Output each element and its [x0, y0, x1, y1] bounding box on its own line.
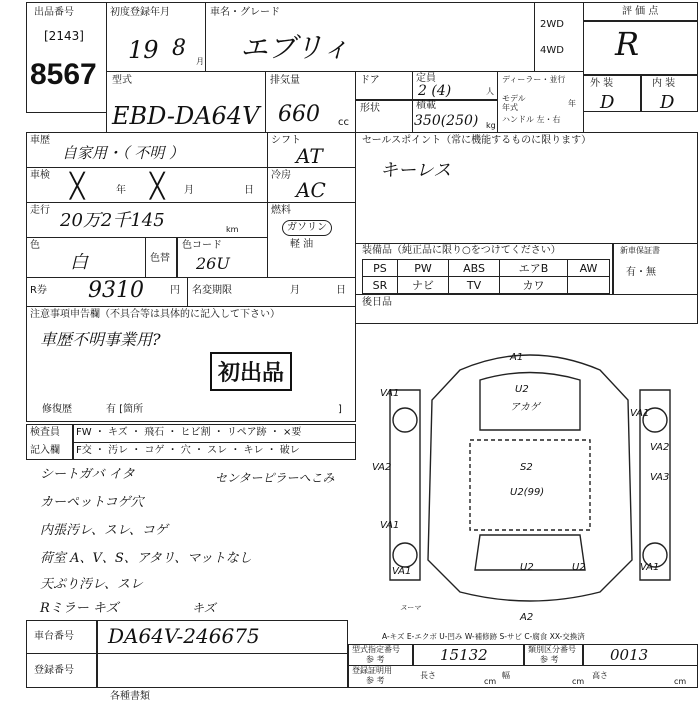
- width-unit: cm: [572, 677, 585, 686]
- handle-label: ハンドル 左・右: [502, 115, 561, 124]
- model-label: モデル 年式: [502, 94, 526, 112]
- ac-label: 冷房: [271, 170, 291, 181]
- recycle-value: 9310: [88, 278, 144, 303]
- diagram-legend: A-キズ E-エクボ U-凹み W-補修跡 S-サビ C-腐食 XX-交換済: [382, 632, 585, 641]
- inspector-row2: F交 ・ 汚レ ・ コゲ ・ 穴 ・ スレ ・ キレ ・ 破レ: [76, 445, 300, 456]
- mark-u2-99: U2(99): [510, 487, 545, 498]
- eq-abs: ABS: [449, 260, 500, 277]
- drive-box: [534, 2, 584, 72]
- lot-sub: [2143]: [44, 29, 84, 43]
- spec-ref-value: 15132: [440, 646, 488, 664]
- type-value: EBD-DA64V: [112, 102, 260, 130]
- mark-va3: VA3: [650, 472, 670, 483]
- load-value: 350(250): [414, 113, 479, 129]
- reg-month: 8: [172, 36, 186, 61]
- color-value: 白: [70, 252, 88, 273]
- notes-stamp: 初出品: [210, 352, 292, 391]
- mark-a2: A2: [520, 612, 534, 623]
- model-unit: 年: [568, 99, 576, 108]
- width-label: 幅: [502, 671, 510, 680]
- shift-label: シフト: [271, 135, 301, 146]
- drive-4wd: 4WD: [540, 45, 564, 56]
- delivery-box: [355, 294, 698, 324]
- ext-label: 外 装: [590, 78, 614, 89]
- damage-diagram: [360, 330, 698, 630]
- mark-va2-b: VA2: [650, 442, 670, 453]
- bottom-label: 各種書類: [110, 691, 150, 702]
- height-unit: cm: [674, 677, 687, 686]
- fuel-label: 燃料: [271, 205, 291, 216]
- history-value: 自家用・（ 不明 ）: [62, 144, 185, 162]
- eq-leather: カワ: [500, 277, 568, 294]
- eq-blank: [568, 277, 610, 294]
- mileage-value: 20万2千145: [60, 210, 165, 231]
- mark-u2-a: U2: [515, 384, 529, 395]
- notes-label: 注意事項申告欄（不具合等は具体的に記入して下さい）: [30, 309, 280, 320]
- sales-box: [355, 132, 698, 244]
- inspect-year: 年: [116, 185, 126, 196]
- load-unit: kg: [486, 121, 496, 130]
- mark-u2-b: U2: [520, 562, 534, 573]
- recycle-label: R券: [30, 285, 47, 296]
- reg-no-label: 登録番号: [34, 665, 74, 676]
- class-value: 0013: [610, 646, 649, 664]
- int-value: D: [660, 92, 675, 113]
- cert-label: 登録証明用: [352, 666, 392, 675]
- drive-2wd: 2WD: [540, 19, 564, 30]
- lot-label: 出品番号: [34, 7, 74, 18]
- type-label: 型式: [112, 75, 132, 86]
- name-change-day: 日: [336, 285, 346, 296]
- eq-aw: AW: [568, 260, 610, 277]
- inspector-row1: FW ・ キズ ・ 飛石 ・ ヒビ割 ・ リペア跡 ・ ×要: [76, 427, 302, 438]
- eq-sr: SR: [363, 277, 398, 294]
- sales-label: セールスポイント（常に機能するものに限ります）: [362, 135, 592, 146]
- equipment-label: 装備品（純正品に限り○をつけてください）: [362, 245, 561, 256]
- mark-u2-c: U2: [572, 562, 586, 573]
- mark-va1-e: VA1: [640, 562, 660, 573]
- mark-va1-b: VA1: [630, 408, 650, 419]
- mark-va1-c: VA1: [380, 520, 400, 531]
- roof-icon: [470, 440, 590, 530]
- mark-va2-a: VA2: [372, 462, 392, 473]
- name-value: エブリィ: [240, 31, 350, 64]
- door-label: ドア: [360, 75, 380, 86]
- color-code-value: 26U: [196, 254, 230, 273]
- repair-close: ]: [338, 404, 342, 415]
- class-label: 類別区分番号: [528, 645, 576, 654]
- notes-value: 車歴不明事業用?: [40, 330, 161, 349]
- eq-ps: PS: [363, 260, 398, 277]
- disp-value: 660: [278, 102, 320, 127]
- inspector-label2: 記入欄: [30, 445, 60, 456]
- reg-month-unit: 月: [196, 57, 204, 66]
- warranty-value: 有・無: [626, 267, 656, 278]
- color-label: 色: [30, 240, 40, 251]
- reg-label: 初度登録年月: [110, 7, 170, 18]
- cap-unit: 人: [486, 87, 494, 96]
- remark-center2: キズ: [192, 601, 216, 615]
- remark-2: カーペットコゲ穴: [40, 495, 144, 510]
- wheel-fl-icon: [393, 408, 417, 432]
- chassis-value: DA64V-246675: [108, 624, 260, 648]
- disp-unit: cc: [338, 117, 349, 128]
- cap-label: 定員: [416, 73, 436, 84]
- mark-va1-a: VA1: [380, 388, 400, 399]
- notes-box: [26, 306, 356, 422]
- remark-5: 天ぷり汚レ、スレ: [40, 577, 143, 592]
- inspect-day: 日: [244, 185, 254, 196]
- reg-year: 19: [128, 36, 159, 64]
- inspect-month: 月: [184, 185, 194, 196]
- length-label: 長さ: [420, 671, 436, 680]
- length-unit: cm: [484, 677, 497, 686]
- inspector-label1: 検査員: [30, 427, 60, 438]
- inspect-x1: ╳: [70, 172, 85, 200]
- eq-pw: PW: [397, 260, 448, 277]
- dealer-label: ディーラー・並行: [502, 75, 566, 84]
- inspect-box: [26, 167, 268, 203]
- height-label: 高さ: [592, 671, 608, 680]
- remark-4: 荷室 A、V、S、アタリ、マットなし: [40, 551, 252, 566]
- delivery-label: 後日品: [362, 297, 392, 308]
- mark-s2: S2: [520, 462, 533, 473]
- mileage-unit: km: [226, 225, 239, 234]
- load-label: 積載: [416, 100, 436, 111]
- name-label: 車名・グレード: [210, 7, 280, 18]
- sales-value: キーレス: [380, 160, 452, 181]
- inspect-x2: ╳: [150, 172, 165, 200]
- eq-tv: TV: [449, 277, 500, 294]
- name-change-label: 名変期限: [192, 285, 232, 296]
- mark-akage: アカゲ: [510, 402, 540, 413]
- mark-va1-d: VA1: [392, 566, 412, 577]
- remark-center: センターピラーへこみ: [215, 471, 335, 485]
- ext-value: D: [600, 92, 615, 113]
- wheel-rl-icon: [393, 543, 417, 567]
- grade-value: R: [615, 25, 640, 63]
- cert-box: [348, 665, 698, 688]
- eq-airbag: エアB: [500, 260, 568, 277]
- equipment-table: [362, 259, 610, 294]
- recycle-unit: 円: [170, 285, 180, 296]
- history-label: 車歴: [30, 135, 50, 146]
- mileage-label: 走行: [30, 205, 50, 216]
- int-label: 内 装: [652, 78, 676, 89]
- shape-label: 形状: [360, 103, 380, 114]
- fuel-gas: ガソリン: [282, 220, 332, 236]
- mark-a1: A1: [510, 352, 524, 363]
- lot-number: 8567: [30, 58, 97, 91]
- remark-1: シートガバ イタ: [40, 467, 135, 482]
- grade-label: 評 価 点: [622, 6, 659, 17]
- reg-no-box: [26, 653, 348, 688]
- inspect-label: 車検: [30, 170, 50, 181]
- repair-value: 有 [箇所: [106, 404, 144, 415]
- color-change-label: 色替: [150, 253, 170, 264]
- disp-label: 排気量: [270, 75, 300, 86]
- warranty-label: 新車保証書: [620, 246, 660, 255]
- name-change-month: 月: [290, 285, 300, 296]
- eq-navi: ナビ: [397, 277, 448, 294]
- fuel-diesel: 軽 油: [290, 239, 314, 250]
- cert-sub: 参 考: [366, 676, 385, 685]
- spec-ref-sub: 参 考: [366, 655, 385, 664]
- mark-sma: スーマ: [400, 604, 421, 612]
- ac-value: AC: [296, 178, 326, 202]
- left-side-icon: [390, 390, 420, 580]
- color-code-label: 色コード: [182, 240, 222, 251]
- class-sub: 参 考: [540, 655, 559, 664]
- cap-value: 2 (4): [418, 83, 452, 99]
- shift-value: AT: [296, 144, 323, 168]
- spec-ref-label: 型式指定番号: [352, 645, 400, 654]
- remark-6: Rミラー キズ: [40, 601, 119, 616]
- repair-label: 修復歴: [42, 404, 72, 415]
- chassis-label: 車台番号: [34, 631, 74, 642]
- remark-3: 内張汚レ、スレ、コゲ: [40, 523, 168, 538]
